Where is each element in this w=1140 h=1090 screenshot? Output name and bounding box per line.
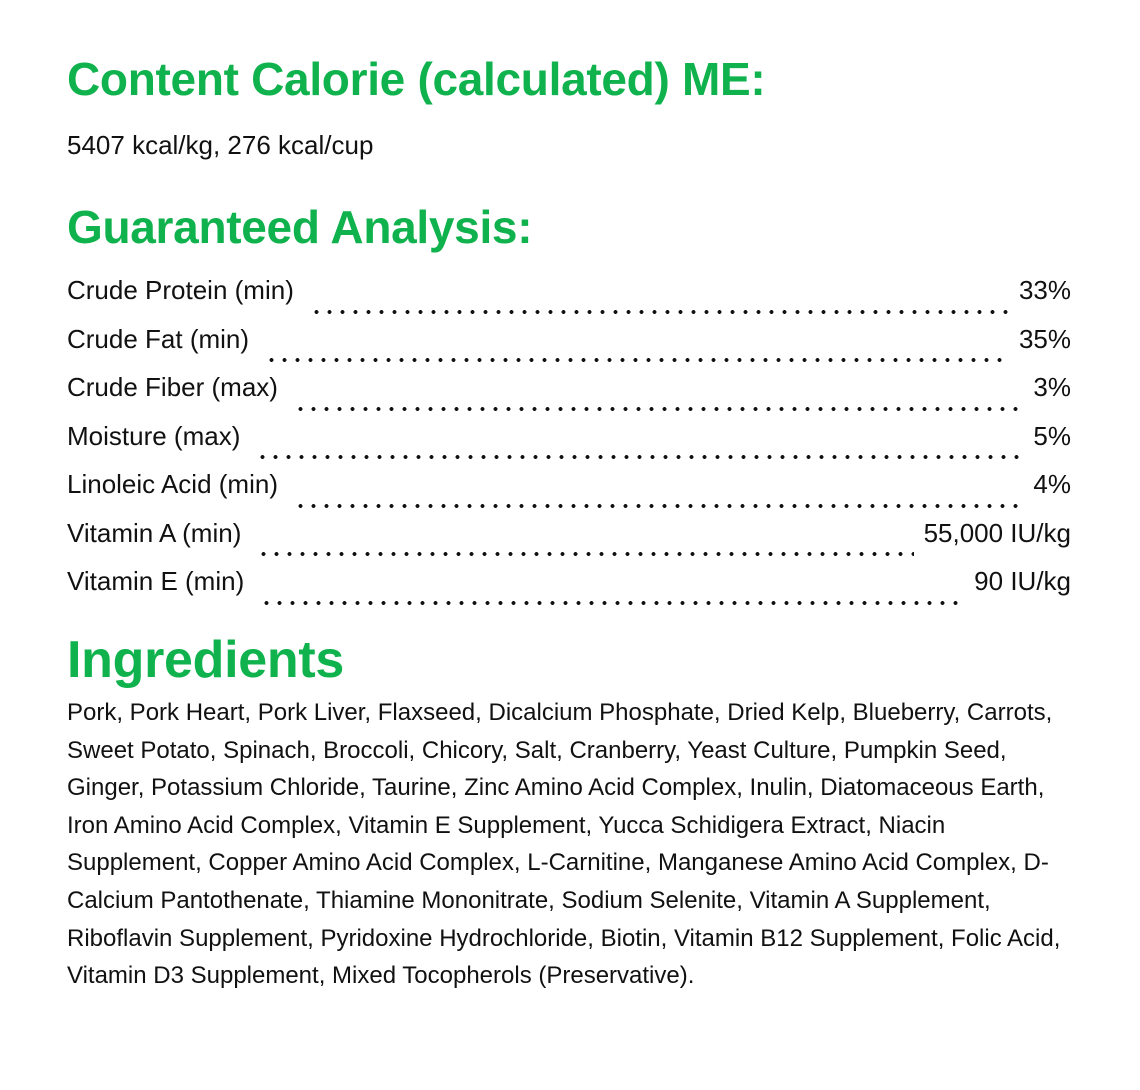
ingredients-text: Pork, Pork Heart, Pork Liver, Flaxseed, Dicalcium Phosphate, Dried Kelp, Blueberry, Carrots, Sweet Potato, Spinach, Broccoli, Chicory, Salt, Cranberry, Yeast Culture, Pumpkin Seed, Ginger, Potassium Chloride, Taurine, Zinc Amino Acid Complex, Inulin, Diatomaceous Earth, Iron Amino Acid Complex, Vitamin E Supplement, Yucca Schidigera Extract, Niacin Supplement, Copper Amino Acid Complex, L-Carnitine, Manganese Amino Acid Complex, D-Calcium Pantothenate, Thiamine Mononitrate, Sodium Selenite, Vitamin A Supplement, Riboflavin Supplement, Pyridoxine Hydrochloride, Biotin, Vitamin B12 Supplement, Folic Acid, Vitamin D3 Supplement, Mixed Tocopherols (Preservative). [67, 699, 1061, 990]
analysis-row-crude-fiber [67, 370, 1071, 419]
analysis-value: 55,000 IU/kg [923, 517, 1071, 548]
analysis-value: 35% [1018, 323, 1071, 354]
analysis-row-linoleic-acid [67, 467, 1071, 516]
dot-leader [265, 354, 1009, 364]
analysis-value: 3% [1033, 372, 1071, 402]
analysis-row-vitamin-a [67, 516, 1071, 565]
analysis-label: Linoleic Acid (min) [67, 469, 278, 499]
analysis-value: 5% [1033, 420, 1071, 451]
dot-leader [257, 548, 913, 558]
analysis-label: Vitamin A (min) [67, 517, 242, 548]
analysis-label: Crude Protein (min) [67, 275, 294, 305]
analysis-value: 4% [1033, 469, 1071, 499]
guaranteed-analysis-heading: Guaranteed Analysis: [67, 201, 533, 253]
analysis-label: Crude Fat (min) [67, 323, 250, 354]
dot-leader [310, 306, 1009, 316]
dot-leader [294, 500, 1023, 510]
analysis-value: 33% [1018, 275, 1071, 305]
ingredients-heading: Ingredients [67, 631, 344, 689]
analysis-row-moisture [67, 419, 1071, 468]
analysis-row-crude-protein [67, 273, 1071, 322]
dot-leader [256, 451, 1023, 461]
analysis-value: 90 IU/kg [974, 566, 1071, 596]
dot-leader [294, 403, 1023, 413]
analysis-label: Moisture (max) [67, 420, 241, 451]
dot-leader [260, 597, 964, 607]
calorie-heading: Content Calorie (calculated) ME: [67, 53, 766, 105]
calorie-value: 5407 kcal/kg, 276 kcal/cup [67, 130, 374, 160]
guaranteed-analysis-list [67, 273, 1071, 613]
analysis-row-crude-fat [67, 322, 1071, 371]
analysis-label: Vitamin E (min) [67, 566, 245, 596]
analysis-row-vitamin-e [67, 564, 1071, 613]
analysis-label: Crude Fiber (max) [67, 372, 278, 402]
